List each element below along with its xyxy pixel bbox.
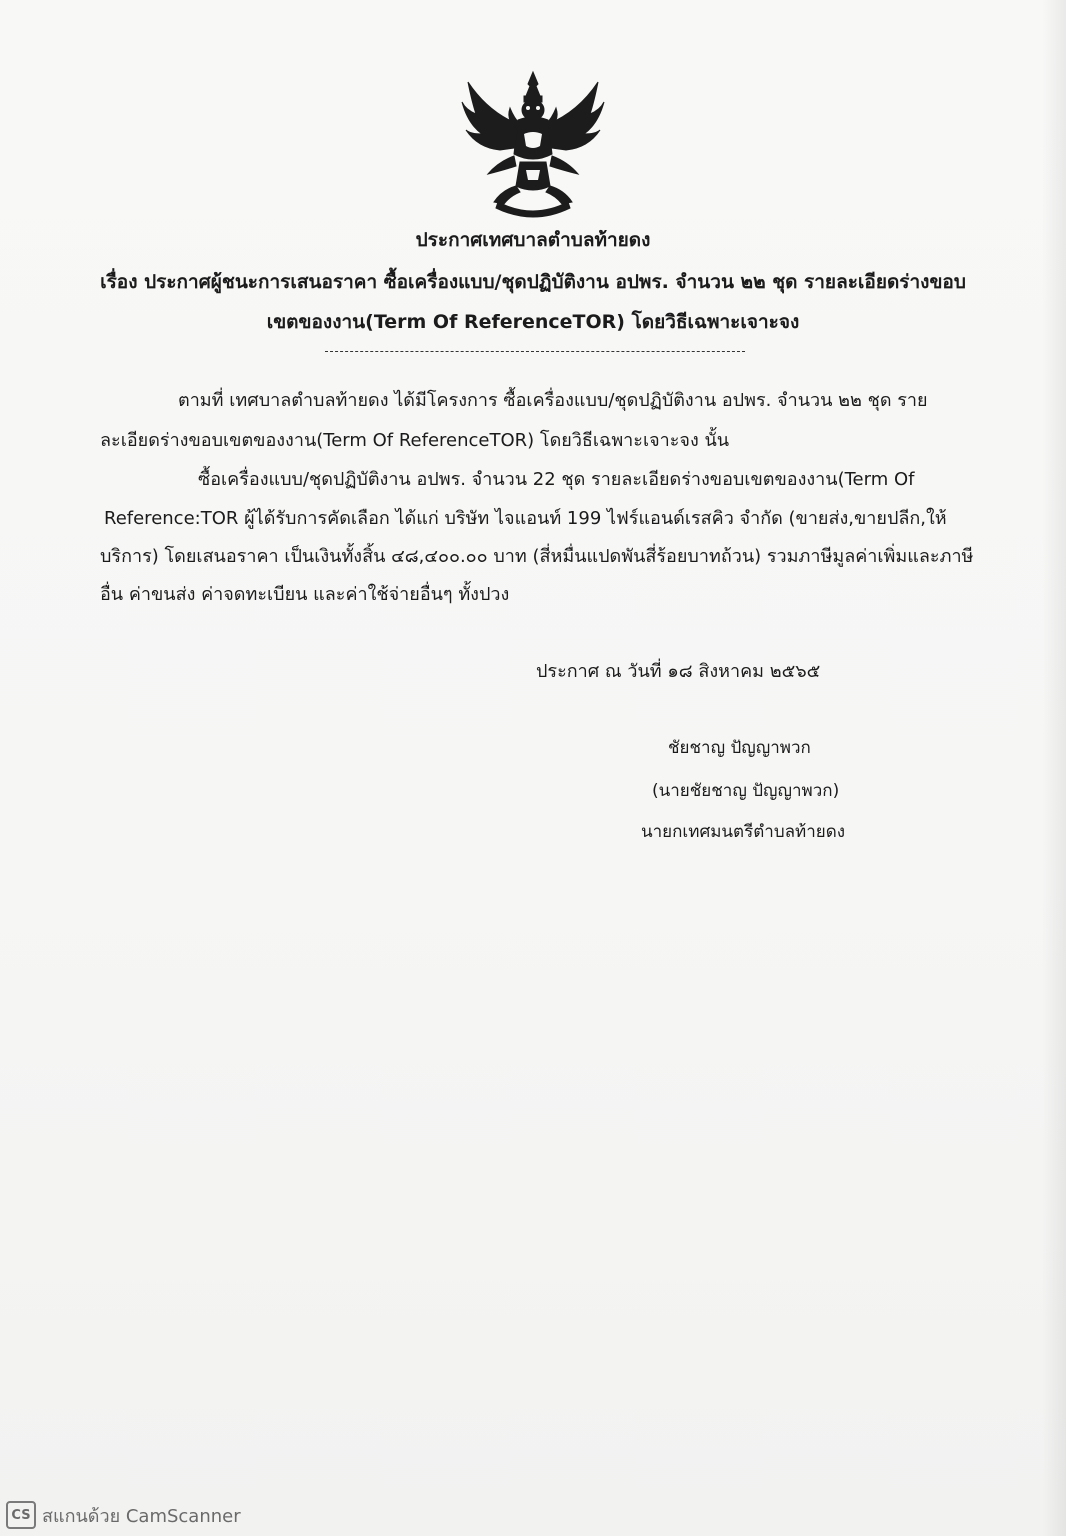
dashed-divider [325, 351, 745, 352]
body-line-5: บริการ) โดยเสนอราคา เป็นเงินทั้งสิ้น ๔๘,๔๐๐.๐๐ บาท (สี่หมื่นแปดพันสี่ร้อยบาทถ้วน) รวมภาษีมูลค่าเพิ่มและภาษี [100, 546, 974, 567]
scanner-watermark-text: สแกนด้วย CamScanner [42, 1505, 241, 1527]
signatory-position: นายกเทศมนตรีตำบลท้ายดง [641, 822, 846, 842]
announcement-date: ประกาศ ณ วันที่ ๑๘ สิงหาคม ๒๕๖๕ [536, 661, 821, 682]
body-line-6: อื่น ค่าขนส่ง ค่าจดทะเบียน และค่าใช้จ่ายอื่นๆ ทั้งปวง [100, 584, 510, 605]
announcement-subject-line-2: เขตของงาน(Term Of ReferenceTOR) โดยวิธีเฉพาะเจาะจง [266, 311, 800, 333]
body-line-4: Reference:TOR ผู้ได้รับการคัดเลือก ได้แก่ บริษัท ไจแอนท์ 199 ไฟร์แอนด์เรสคิว จำกัด (ขายส่ง,ขายปลีก,ให้ [104, 508, 947, 529]
announcement-title: ประกาศเทศบาลตำบลท้ายดง [415, 229, 651, 251]
body-line-3: ซื้อเครื่องแบบ/ชุดปฏิบัติงาน อปพร. จำนวน 22 ชุด รายละเอียดร่างขอบเขตของงาน(Term Of [198, 469, 915, 490]
signatory-full-name: (นายชัยชาญ ปัญญาพวก) [652, 781, 840, 801]
camscanner-icon: CS [6, 1501, 36, 1529]
body-line-1: ตามที่ เทศบาลตำบลท้ายดง ได้มีโครงการ ซื้อเครื่องแบบ/ชุดปฏิบัติงาน อปพร. จำนวน ๒๒ ชุด ราย [178, 390, 928, 411]
garuda-emblem-icon [458, 62, 608, 227]
announcement-subject-line-1: เรื่อง ประกาศผู้ชนะการเสนอราคา ซื้อเครื่องแบบ/ชุดปฏิบัติงาน อปพร. จำนวน ๒๒ ชุด รายละเอียดร่างขอบ [100, 271, 966, 293]
body-line-2: ละเอียดร่างขอบเขตของงาน(Term Of ReferenceTOR) โดยวิธีเฉพาะเจาะจง นั้น [100, 430, 730, 451]
signatory-name: ชัยชาญ ปัญญาพวก [668, 738, 811, 758]
scanner-watermark [6, 1500, 241, 1530]
